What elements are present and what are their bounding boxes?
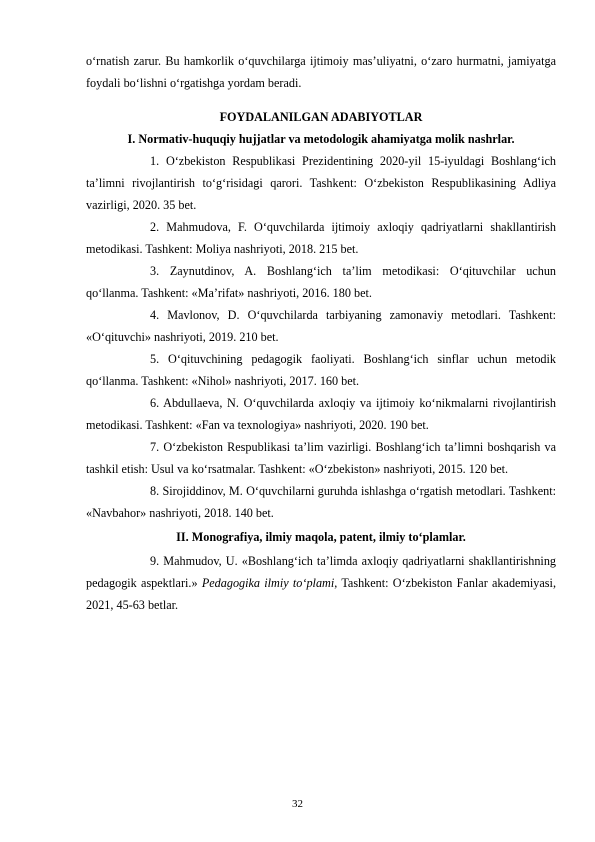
reference-text: Mahmudov, U. «Boshlang‘ich ta’limda axloqiy qadriyatlarni shakllantirishning pedagogik aspektlari.» xyxy=(86,554,557,590)
intro-paragraph: o‘rnatish zarur. Bu hamkorlik o‘quvchilarga ijtimoiy mas’uliyatni, o‘zaro hurmatni, jamiyatga foydali bo‘lishni o‘rgatishga yordam beradi. xyxy=(86,54,556,90)
reference-number: 4. xyxy=(150,308,160,322)
document-page xyxy=(86,50,556,616)
reference-item xyxy=(86,150,556,216)
reference-text: Mahmudova, F. O‘quvchilarda ijtimoiy axloqiy qadriyatlarni shakllantirish metodikasi. Tashkent: Moliya nashriyoti, 2018. 215 bet. xyxy=(86,220,556,256)
bibliography-heading: FOYDALANILGAN ADABIYOTLAR xyxy=(219,110,423,124)
reference-text: Mavlonov, D. O‘quvchilarda tarbiyaning zamonaviy metodlari. Tashkent: «O‘qituvchi» nashriyoti, 2019. 210 bet. xyxy=(86,308,556,344)
reference-number: 2. xyxy=(150,220,160,234)
reference-item xyxy=(86,216,556,260)
reference-item xyxy=(86,304,556,348)
reference-number: 5. xyxy=(150,352,160,366)
section2-heading: II. Monografiya, ilmiy maqola, patent, ilmiy to‘plamlar. xyxy=(176,530,466,544)
reference-item xyxy=(86,260,556,304)
reference-text: Sirojiddinov, M. O‘quvchilarni guruhda ishlashga o‘rgatish metodlari. Tashkent: «Navbahor» nashriyoti, 2018. 140 bet. xyxy=(86,484,556,520)
reference-item xyxy=(86,392,556,436)
reference-number: 9. xyxy=(150,554,160,568)
reference-number: 1. xyxy=(150,154,160,168)
reference-text-end: , Tashkent: O‘zbekiston Fanlar akademiyasi, 2021, 45-63 betlar. xyxy=(86,576,556,612)
reference-number: 3. xyxy=(150,264,160,278)
reference-item xyxy=(86,348,556,392)
reference-journal-title: Pedagogika ilmiy to‘plami xyxy=(201,576,335,590)
reference-text: O‘qituvchining pedagogik faoliyati. Boshlang‘ich sinflar uchun metodik qo‘llanma. Tashkent: «Nihol» nashriyoti, 2017. 160 bet. xyxy=(86,352,556,388)
reference-number: 6. xyxy=(150,396,160,410)
section1-heading: I. Normativ-huquqiy hujjatlar va metodologik ahamiyatga molik nashrlar. xyxy=(127,132,515,146)
reference-text: O‘zbekiston Respublikasi Prezidentining 2020-yil 15-iyuldagi Boshlang‘ich ta’limni rivojlantirish to‘g‘risidagi qarori. Tashkent: O‘zbekiston Respublikasining Adliya vazirligi, 2020. 35 bet. xyxy=(86,154,557,212)
reference-number: 7. xyxy=(150,440,160,454)
reference-text: Abdullaeva, N. O‘quvchilarda axloqiy va ijtimoiy ko‘nikmalarni rivojlantirish metodikasi. Tashkent: «Fan va texnologiya» nashriyoti, 2020. 190 bet. xyxy=(86,396,557,432)
reference-item xyxy=(86,550,556,616)
reference-text: Zaynutdinov, A. Boshlang‘ich ta’lim metodikasi: O‘qituvchilar uchun qo‘llanma. Tashkent: «Ma’rifat» nashriyoti, 2016. 180 bet. xyxy=(86,264,557,300)
reference-item xyxy=(86,480,556,524)
reference-number: 8. xyxy=(150,484,160,498)
reference-item xyxy=(86,436,556,480)
page-number: 32 xyxy=(292,798,303,810)
reference-list-1 xyxy=(86,150,556,524)
reference-text: O‘zbekiston Respublikasi ta’lim vazirligi. Boshlang‘ich ta’limni boshqarish va tashkil etish: Usul va ko‘rsatmalar. Tashkent: «O‘zbekiston» nashriyoti, 2015. 120 bet. xyxy=(86,440,557,476)
